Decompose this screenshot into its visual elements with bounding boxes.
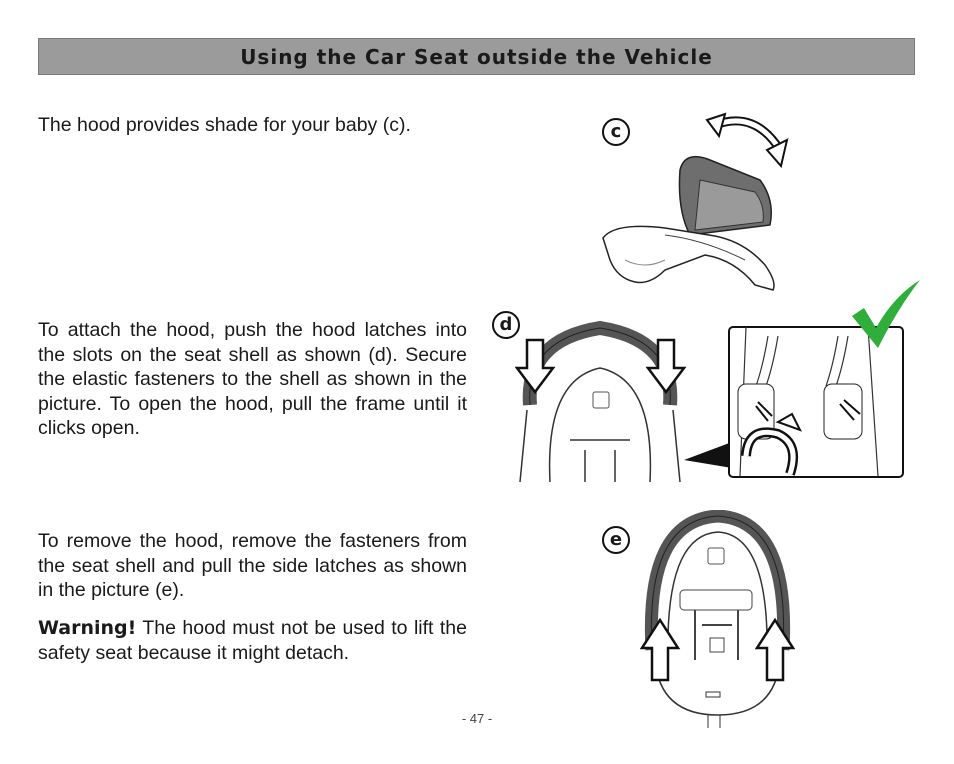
figure-d-seat-front: [515, 320, 690, 482]
figure-c-hood-shade: [595, 110, 795, 300]
warning-paragraph: [38, 616, 467, 665]
remove-paragraph: To remove the hood, remove the fasteners from the seat shell and pull the side latches as shown in the picture (e).: [38, 530, 467, 601]
figure-c-label: c: [602, 118, 630, 146]
warning-label: Warning!: [38, 617, 137, 639]
page-number: - 47 -: [461, 711, 493, 726]
section-header: [38, 38, 915, 75]
figure-d-pointer: [684, 440, 734, 470]
attach-paragraph: To attach the hood, push the hood latches into the slots on the seat shell as shown (d). Secure the elastic fasteners to the shell as shown in the picture. To open the hood, pull the frame until it clicks open.: [38, 319, 467, 439]
figure-e-seat-front: [640, 510, 795, 728]
figure-d-label: d: [492, 311, 520, 339]
shade-paragraph: The hood provides shade for your baby (c).: [38, 114, 411, 136]
check-icon: [850, 278, 922, 350]
warning-text: The hood must not be used to lift the safety seat because it might detach.: [38, 617, 467, 664]
section-title: Using the Car Seat outside the Vehicle: [240, 44, 713, 69]
figure-e-label: e: [602, 526, 630, 554]
